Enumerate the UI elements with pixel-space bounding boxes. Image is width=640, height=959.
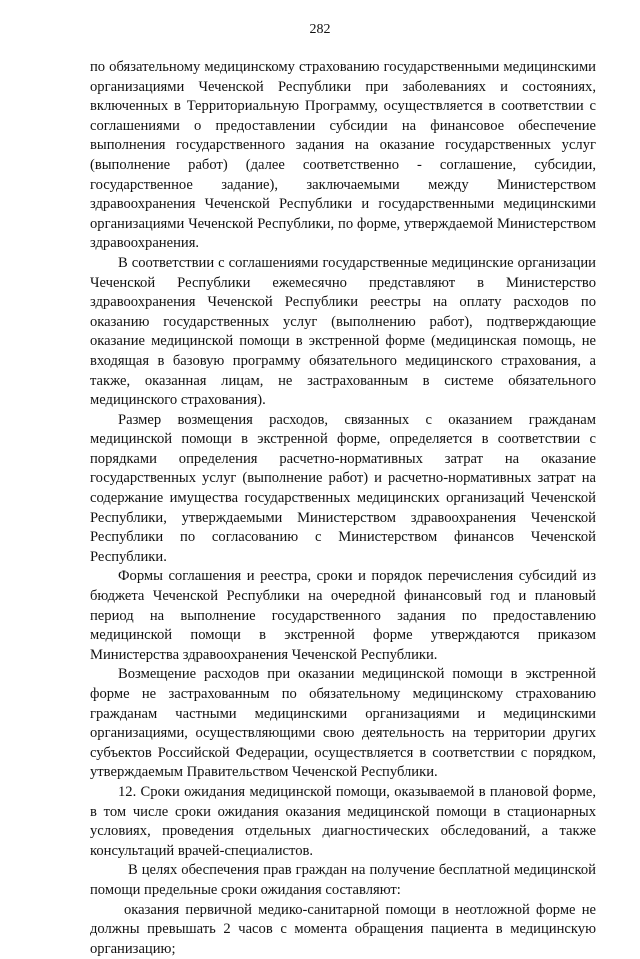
paragraph-2: В соответствии с соглашениями государственные медицинские организации Чеченской Республики ежемесячно представляют в Министерство здравоохранения Чеченской Республики реестры на оплату расходов по оказанию государственных услуг (выполнению работ), подтверждающие оказание медицинской помощи в экстренной форме (медицинская помощь, не входящая в базовую программу обязательного медицинского страхования, а также, оказанная лицам, не застрахованным в системе обязательного медицинского страхования). <box>90 254 596 409</box>
paragraph-7: В целях обеспечения прав граждан на получение бесплатной медицинской помощи предельные сроки ожидания составляют: <box>90 862 596 898</box>
paragraph-3: Размер возмещения расходов, связанных с оказанием гражданам медицинской помощи в экстренной форме, определяется в соответствии с порядками определения расчетно-нормативных затрат на оказание государственных услуг (выполнение работ) и расчетно-нормативных затрат на содержание имущества государственных медицинских организаций Чеченской Республики, утверждаемыми Министерством здравоохранения Чеченской Республики по согласованию с Министерством финансов Чеченской Республики. <box>90 411 596 565</box>
page-number: 282 <box>309 22 331 37</box>
document-body <box>90 58 596 959</box>
paragraph-5: Возмещение расходов при оказании медицинской помощи в экстренной форме не застрахованным по обязательному медицинскому страхованию гражданам частными медицинскими организациями и медицинскими организациями, осуществляющими свою деятельность на территории других субъектов Российской Федерации, осуществляется в соответствии с порядком, утверждаемым Правительством Чеченской Республики. <box>90 666 596 781</box>
paragraph-4: Формы соглашения и реестра, сроки и порядок перечисления субсидий из бюджета Чеченской Республики на очередной финансовый год и плановый период на выполнение государственного задания по предоставлению медицинской помощи в экстренной форме утверждаются приказом Министерства здравоохранения Чеченской Республики. <box>90 568 596 663</box>
paragraph-8: оказания первичной медико-санитарной помощи в неотложной форме не должны превышать 2 часов с момента обращения пациента в медицинскую организацию; <box>90 901 596 957</box>
paragraph-6: 12. Сроки ожидания медицинской помощи, оказываемой в плановой форме, в том числе сроки ожидания оказания медицинской помощи в стационарных условиях, проведения отдельных диагностических обследований, а также консультаций врачей-специалистов. <box>90 783 596 859</box>
paragraph-1: по обязательному медицинскому страхованию государственными медицинскими организациями Чеченской Республики при заболеваниях и состояниях, включенных в Территориальную Программу, осуществляется в соответствии с соглашениями о предоставлении субсидии на финансовое обеспечение выполнения государственного задания на оказание государственных услуг (выполнение работ) (далее соответственно - соглашение, субсидии, государственное задание), заключаемыми между Министерством здравоохранения Чеченской Республики и государственными медицинскими организациями Чеченской Республики, по форме, утверждаемой Министерством здравоохранения. <box>90 59 596 252</box>
